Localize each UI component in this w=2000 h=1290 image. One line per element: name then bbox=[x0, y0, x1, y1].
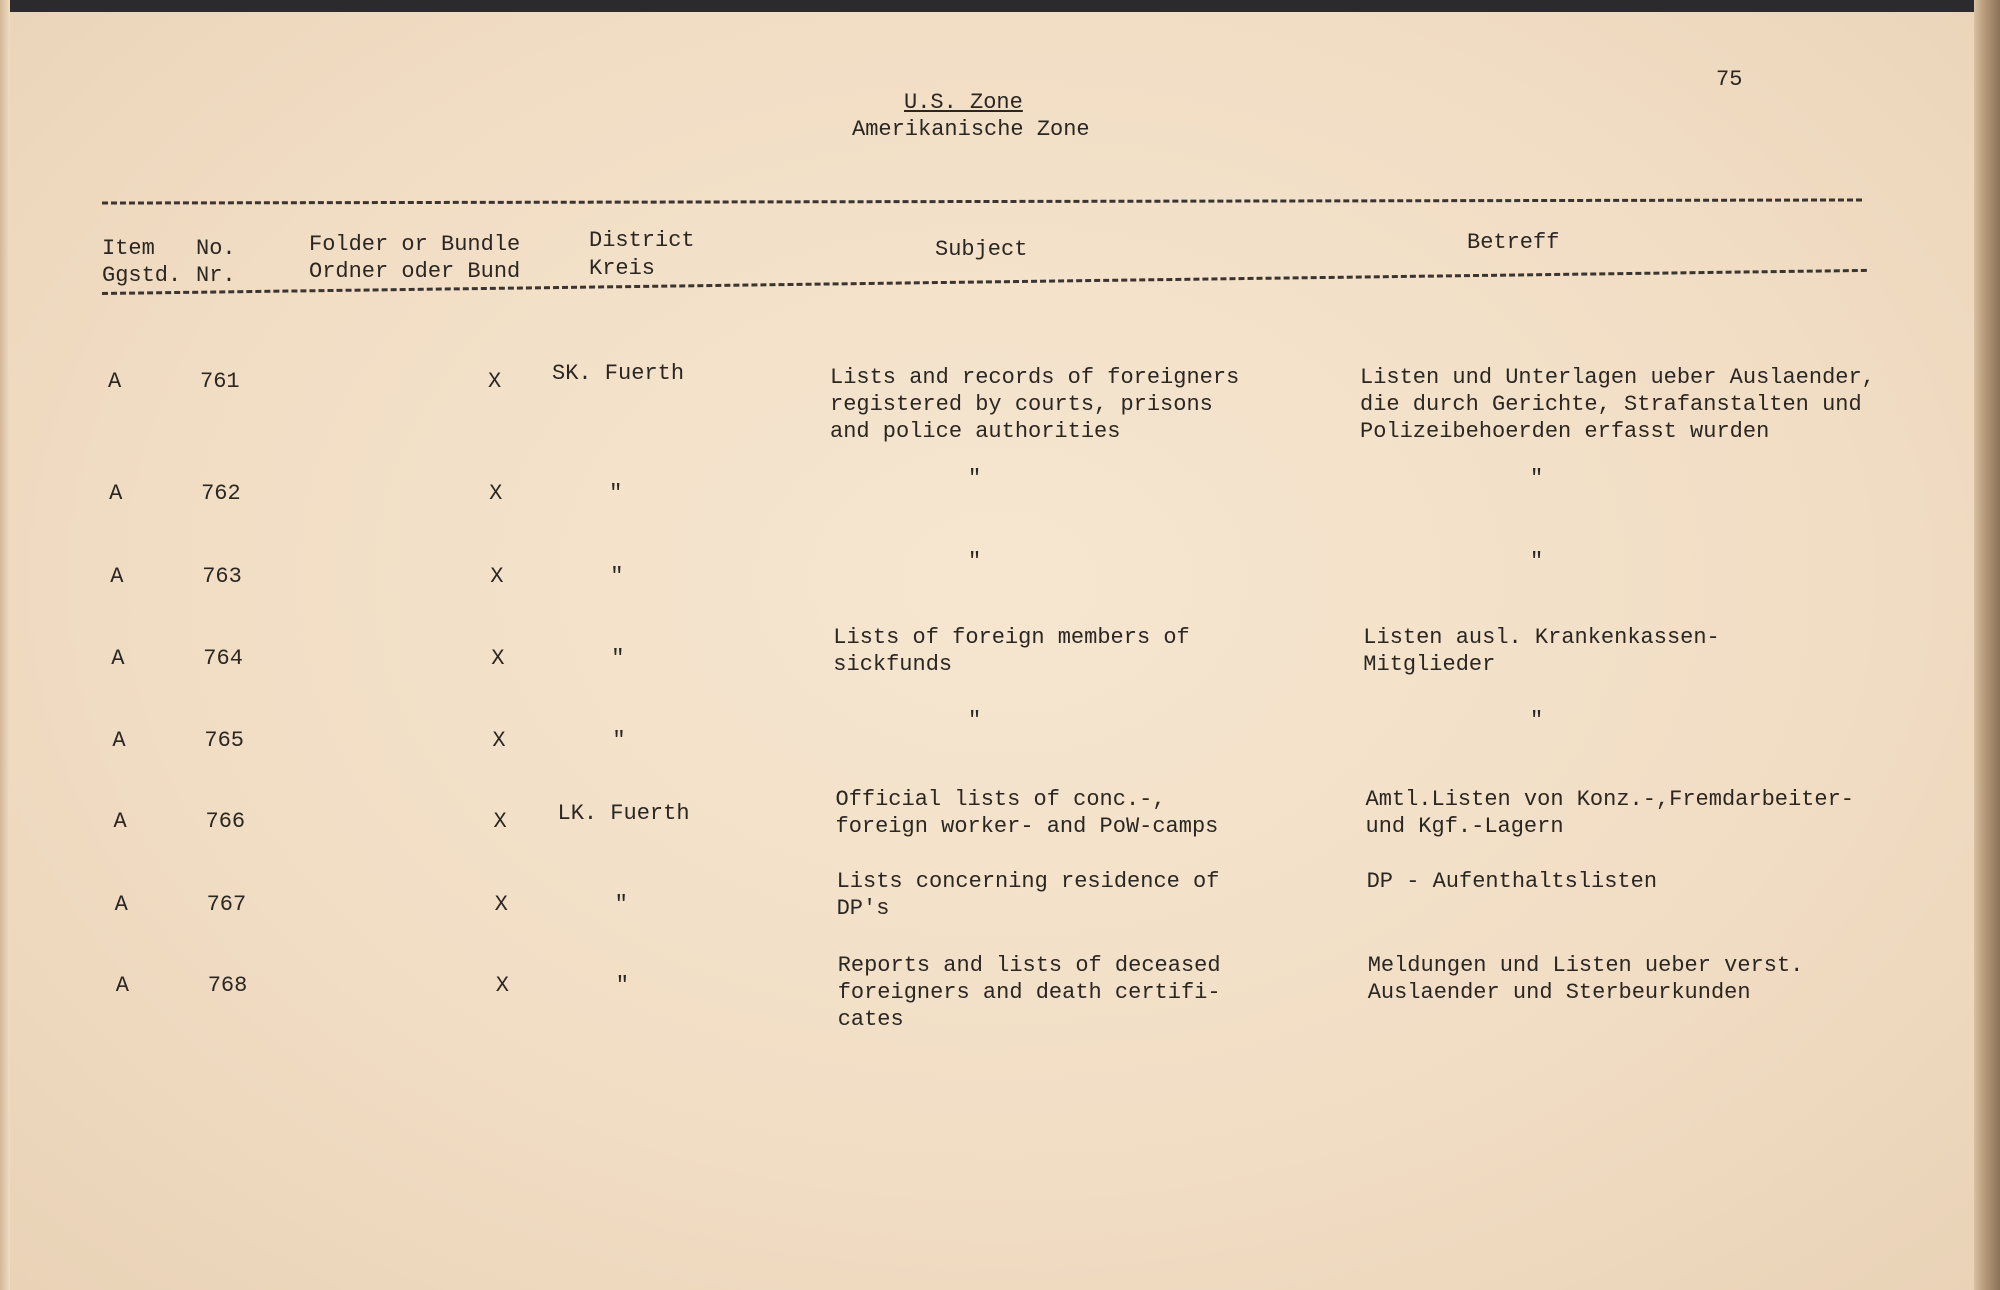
folder-mark-cell: X bbox=[495, 973, 509, 998]
scan-top-edge bbox=[0, 0, 2000, 12]
folder-mark-cell: X bbox=[492, 728, 506, 753]
item-cell: A bbox=[111, 646, 125, 671]
betreff-cell: Amtl.Listen von Konz.-,Fremdarbeiter- und Kgf.-Lagern bbox=[1365, 787, 1854, 839]
betreff-cell: Meldungen und Listen ueber verst. Auslaender und Sterbeurkunden bbox=[1367, 953, 1804, 1005]
betreff-cell: " bbox=[1530, 466, 1544, 491]
item-cell: A bbox=[110, 564, 124, 589]
item-cell: A bbox=[109, 481, 123, 506]
page-number: 75 bbox=[1716, 67, 1743, 92]
header-item: Item bbox=[102, 236, 155, 261]
district-cell: LK. Fuerth bbox=[557, 801, 690, 826]
item-cell: A bbox=[113, 809, 127, 834]
district-cell: " bbox=[614, 892, 628, 917]
item-cell: A bbox=[114, 892, 128, 917]
district-cell: " bbox=[609, 481, 623, 506]
folder-mark-cell: X bbox=[494, 892, 508, 917]
header-folder: Folder or Bundle bbox=[309, 232, 521, 257]
subject-cell: Reports and lists of deceased foreigners and death certifi- cates bbox=[837, 953, 1221, 1032]
betreff-cell: Listen ausl. Krankenkassen- Mitglieder bbox=[1363, 625, 1720, 677]
page-left-edge bbox=[0, 0, 10, 1290]
header-district-de: Kreis bbox=[589, 256, 656, 281]
header-subject: Subject bbox=[935, 237, 1028, 262]
number-cell: 765 bbox=[204, 728, 244, 753]
betreff-cell: Listen und Unterlagen ueber Auslaender, die durch Gerichte, Strafanstalten und Polizeibehoerden erfasst wurden bbox=[1360, 365, 1875, 444]
number-cell: 763 bbox=[202, 564, 242, 589]
subject-cell: Official lists of conc.-, foreign worker- and PoW-camps bbox=[835, 787, 1219, 839]
district-cell: " bbox=[611, 646, 625, 671]
betreff-cell: " bbox=[1530, 549, 1544, 574]
number-cell: 767 bbox=[206, 892, 247, 917]
number-cell: 764 bbox=[203, 646, 243, 671]
header-folder-de: Ordner oder Bund bbox=[309, 259, 521, 284]
district-cell: " bbox=[610, 564, 624, 589]
district-cell: " bbox=[615, 973, 629, 998]
subject-cell: Lists of foreign members of sickfunds bbox=[833, 625, 1190, 677]
folder-mark-cell: X bbox=[490, 564, 504, 589]
header-no: No. bbox=[196, 236, 236, 261]
item-cell: A bbox=[108, 369, 122, 394]
number-cell: 761 bbox=[200, 369, 240, 394]
book-binding-edge bbox=[1974, 0, 2000, 1290]
page-subtitle: Amerikanische Zone bbox=[852, 117, 1090, 142]
number-cell: 768 bbox=[207, 973, 248, 998]
subject-cell: Lists concerning residence of DP's bbox=[836, 869, 1220, 921]
betreff-cell: DP - Aufenthaltslisten bbox=[1366, 869, 1658, 894]
header-no-de: Nr. bbox=[196, 263, 236, 288]
subject-cell: " bbox=[968, 708, 982, 733]
folder-mark-cell: X bbox=[488, 369, 502, 394]
item-cell: A bbox=[115, 973, 129, 998]
page-title: U.S. Zone bbox=[904, 90, 1023, 115]
subject-cell: Lists and records of foreigners registered by courts, prisons and police authorities bbox=[830, 365, 1240, 444]
header-item-de: Ggstd. bbox=[102, 263, 182, 288]
number-cell: 766 bbox=[205, 809, 246, 834]
header-betreff: Betreff bbox=[1467, 230, 1560, 255]
district-cell: " bbox=[612, 728, 626, 753]
betreff-cell: " bbox=[1530, 708, 1544, 733]
folder-mark-cell: X bbox=[493, 809, 507, 834]
header-district: District bbox=[589, 228, 695, 253]
number-cell: 762 bbox=[201, 481, 241, 506]
folder-mark-cell: X bbox=[491, 646, 505, 671]
subject-cell: " bbox=[968, 549, 982, 574]
item-cell: A bbox=[112, 728, 126, 753]
district-cell: SK. Fuerth bbox=[552, 361, 685, 386]
subject-cell: " bbox=[968, 466, 982, 491]
header-top-rule bbox=[102, 198, 1862, 204]
folder-mark-cell: X bbox=[489, 481, 503, 506]
